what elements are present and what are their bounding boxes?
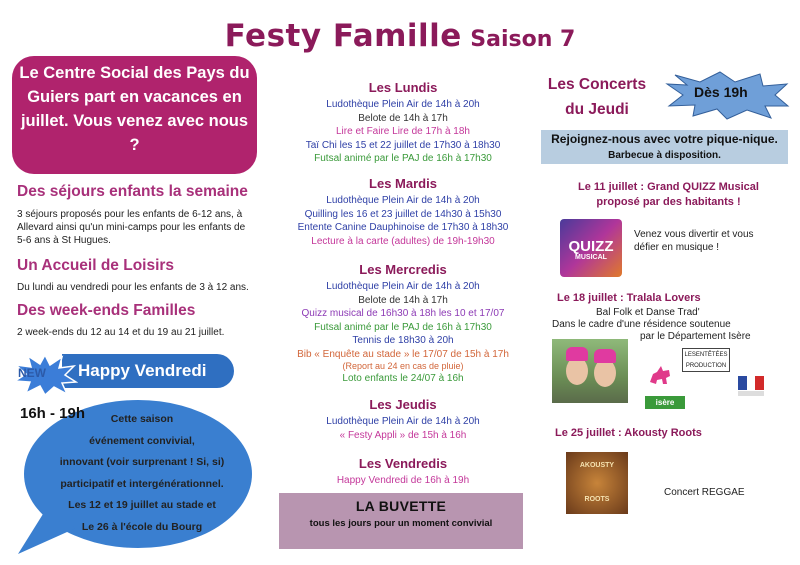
happy-time: 16h - 19h	[20, 405, 86, 422]
concert1-title: Le 11 juillet : Grand QUIZZ Musical proposé par des habitants !	[578, 181, 759, 208]
happy-line: innovant (voir surprenant ! Si, si)	[59, 456, 225, 468]
day-lundis	[277, 80, 529, 166]
activity-line: Taï Chi les 15 et 22 juillet de 17h30 à 18h30	[305, 139, 501, 151]
french-flag-icon	[738, 376, 764, 396]
section-title-weekends: Des week-ends Familles	[17, 302, 196, 319]
logo-text: MUSICAL	[575, 254, 607, 261]
title-season: Saison 7	[470, 27, 576, 52]
activity-line: Loto enfants le 24/07 à 16h	[342, 373, 464, 384]
unicorn-icon	[647, 362, 673, 386]
lesentetees-logo: LESENTÊTÉES PRODUCTION	[682, 348, 730, 372]
concert2-title: Le 18 juillet : Tralala Lovers	[557, 292, 701, 304]
akousty-roots-logo	[566, 452, 628, 514]
happy-line: participatif et intergénérationnel.	[60, 477, 224, 490]
rejoin-main: Rejoignez-nous avec votre pique-nique.	[551, 132, 778, 146]
concert2-line: Dans le cadre d'une résidence soutenue	[552, 319, 731, 330]
quizz-musical-logo	[560, 219, 622, 277]
day-title: Les Vendredis	[358, 456, 448, 471]
happy-line: Cette saison	[110, 413, 174, 425]
happy-line: événement convivial,	[89, 434, 195, 447]
buvette-box	[279, 493, 523, 549]
activity-line: Futsal animé par le PAJ de 16h à 17h30	[314, 153, 492, 164]
section-title-sejours: Des séjours enfants la semaine	[17, 183, 248, 200]
intro-box: Le Centre Social des Pays du Guiers part en vacances en juillet. Vous venez avec nous ?	[12, 56, 257, 174]
isere-logo: isère	[645, 396, 685, 409]
happy-line: Le 26 à l'école du Bourg	[81, 520, 203, 533]
concert1-text: Venez vous divertir et vous défier en musique !	[634, 229, 754, 253]
concert2-line: Bal Folk et Danse Trad'	[596, 307, 700, 318]
logo-text: QUIZZ	[568, 238, 614, 255]
activity-line: « Festy Appli » de 15h à 16h	[339, 429, 467, 441]
activity-line: (Report au 24 en cas de pluie)	[342, 361, 464, 371]
happy-description	[44, 409, 240, 538]
section-title-accueil: Un Accueil de Loisirs	[17, 257, 175, 274]
buvette-title: LA BUVETTE	[355, 498, 447, 514]
concert3-title: Le 25 juillet : Akousty Roots	[555, 427, 702, 439]
day-title: Les Lundis	[368, 80, 438, 95]
happy-line: Les 12 et 19 juillet au stade et	[68, 499, 216, 511]
concert2-line: par le Département Isère	[640, 331, 751, 342]
page-title	[0, 18, 800, 54]
concert3-text: Concert REGGAE	[664, 487, 745, 498]
activity-line: Belote de 14h à 17h	[358, 294, 448, 306]
day-title: Les Mardis	[369, 176, 437, 191]
happy-vendredi-banner: Happy Vendredi	[62, 354, 234, 388]
time-badge: Dès 19h	[694, 84, 748, 100]
buvette-subtitle: tous les jours pour un moment convivial	[309, 518, 493, 529]
day-mardis	[277, 176, 529, 248]
logo-text: AKOUSTY	[579, 462, 615, 469]
activity-line: Belote de 14h à 17h	[358, 112, 448, 124]
day-vendredis	[277, 456, 529, 488]
section-text-weekends: 2 week-ends du 12 au 14 et du 19 au 21 juillet.	[17, 327, 225, 338]
activity-line: Bib « Enquête au stade » le 17/07 de 15h à 17h	[297, 348, 509, 360]
activity-line: Happy Vendredi de 16h à 19h	[336, 475, 470, 486]
activity-line: Ludothèque Plein Air de 14h à 20h	[326, 99, 480, 110]
section-text-accueil: Du lundi au vendredi pour les enfants de 3 à 12 ans.	[17, 282, 249, 293]
logo-text: ROOTS	[584, 496, 610, 503]
activity-line: Tennis de 18h30 à 20h	[352, 335, 454, 346]
day-title: Les Mercredis	[359, 262, 447, 277]
activity-line: Ludothèque Plein Air de 14h à 20h	[326, 195, 480, 206]
rejoin-small: Barbecue à disposition.	[608, 150, 721, 161]
day-mercredis	[277, 262, 529, 386]
day-jeudis	[277, 397, 529, 442]
activity-line: Lire et Faire Lire de 17h à 18h	[336, 126, 470, 137]
tralala-lovers-photo	[552, 339, 628, 403]
day-title: Les Jeudis	[369, 397, 437, 412]
activity-line: Futsal animé par le PAJ de 16h à 17h30	[314, 321, 492, 333]
activity-line: Ludothèque Plein Air de 14h à 20h	[326, 281, 480, 292]
activity-line: Entente Canine Dauphinoise de 17h30 à 18h30	[297, 222, 509, 233]
section-text-sejours: 3 séjours proposés pour les enfants de 6-12 ans, à Allevard ainsi qu'un mini-camps pour les enfants de 5-6 ans à St Hugues.	[17, 209, 246, 246]
activity-line: Quizz musical de 16h30 à 18h les 10 et 17/07	[301, 308, 505, 319]
activity-line: Ludothèque Plein Air de 14h à 20h	[326, 416, 480, 427]
title-main: Festy Famille	[224, 18, 462, 54]
concerts-title: Les Concerts du Jeudi	[547, 76, 647, 118]
activity-line: Quilling les 16 et 23 juillet de 14h30 à 15h30	[304, 208, 502, 220]
activity-line: Lecture à la carte (adultes) de 19h-19h30	[311, 235, 495, 247]
rejoin-box	[541, 130, 788, 164]
new-label: NEW	[18, 366, 46, 380]
